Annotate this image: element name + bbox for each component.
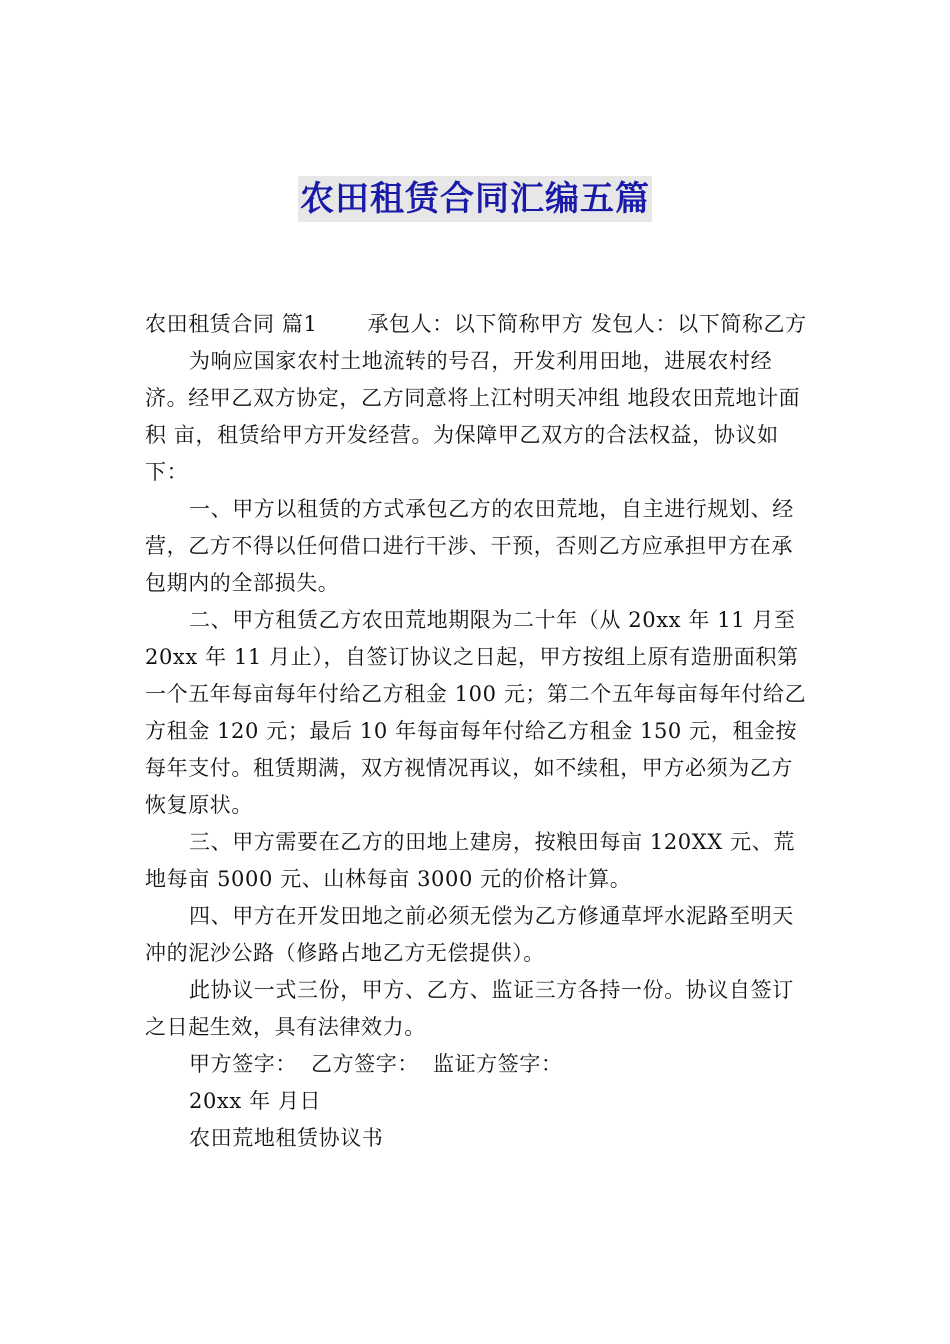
witness-signature-label: 监证方签字： xyxy=(433,1052,563,1076)
party-b-signature-label: 乙方签字： xyxy=(311,1052,419,1076)
document-body xyxy=(145,306,807,1157)
paragraph-clause-3: 三、甲方需要在乙方的田地上建房，按粮田每亩 120XX 元、荒地每亩 5000 元、山林每亩 3000 元的价格计算。 xyxy=(145,830,795,891)
paragraph-copies: 此协议一式三份，甲方、乙方、监证三方各持一份。协议自签订之日起生效，具有法律效力。 xyxy=(145,978,794,1039)
paragraph-clause-1: 一、甲方以租赁的方式承包乙方的农田荒地，自主进行规划、经营，乙方不得以任何借口进行干涉、干预，否则乙方应承担甲方在承包期内的全部损失。 xyxy=(145,497,794,595)
contract-parties: 承包人：以下简称甲方 发包人：以下简称乙方 xyxy=(367,312,807,336)
next-section-title: 农田荒地租赁协议书 xyxy=(189,1126,384,1150)
signature-line xyxy=(145,1046,807,1083)
contract-heading xyxy=(145,306,807,343)
date-line: 20xx 年 月日 xyxy=(189,1089,322,1113)
paragraph-clause-4: 四、甲方在开发田地之前必须无偿为乙方修通草坪水泥路至明天冲的泥沙公路（修路占地乙方无偿提供）。 xyxy=(145,904,794,965)
paragraph-clause-2: 二、甲方租赁乙方农田荒地期限为二十年（从 20xx 年 11 月至 20xx 年 11 月止），自签订协议之日起，甲方按组上原有造册面积第一个五年每亩每年付给乙方租金 100 元；第二个五年每亩每年付给乙方租金 120 元；最后 10 年每亩每年付给乙方租金 150 元，租金按每年支付。租赁期满，双方视情况再议，如不续租，甲方必须为乙方恢复原状。 xyxy=(145,608,807,817)
title-container xyxy=(0,176,950,222)
document-title: 农田租赁合同汇编五篇 xyxy=(298,176,652,222)
paragraph-intro: 为响应国家农村土地流转的号召，开发利用田地，进展农村经济。经甲乙双方协定，乙方同意将上江村明天冲组 地段农田荒地计面积 亩，租赁给甲方开发经营。为保障甲乙双方的合法权益，协议如下： xyxy=(145,349,801,484)
contract-heading-label: 农田租赁合同 篇1 xyxy=(145,312,318,336)
party-a-signature-label: 甲方签字： xyxy=(189,1052,297,1076)
